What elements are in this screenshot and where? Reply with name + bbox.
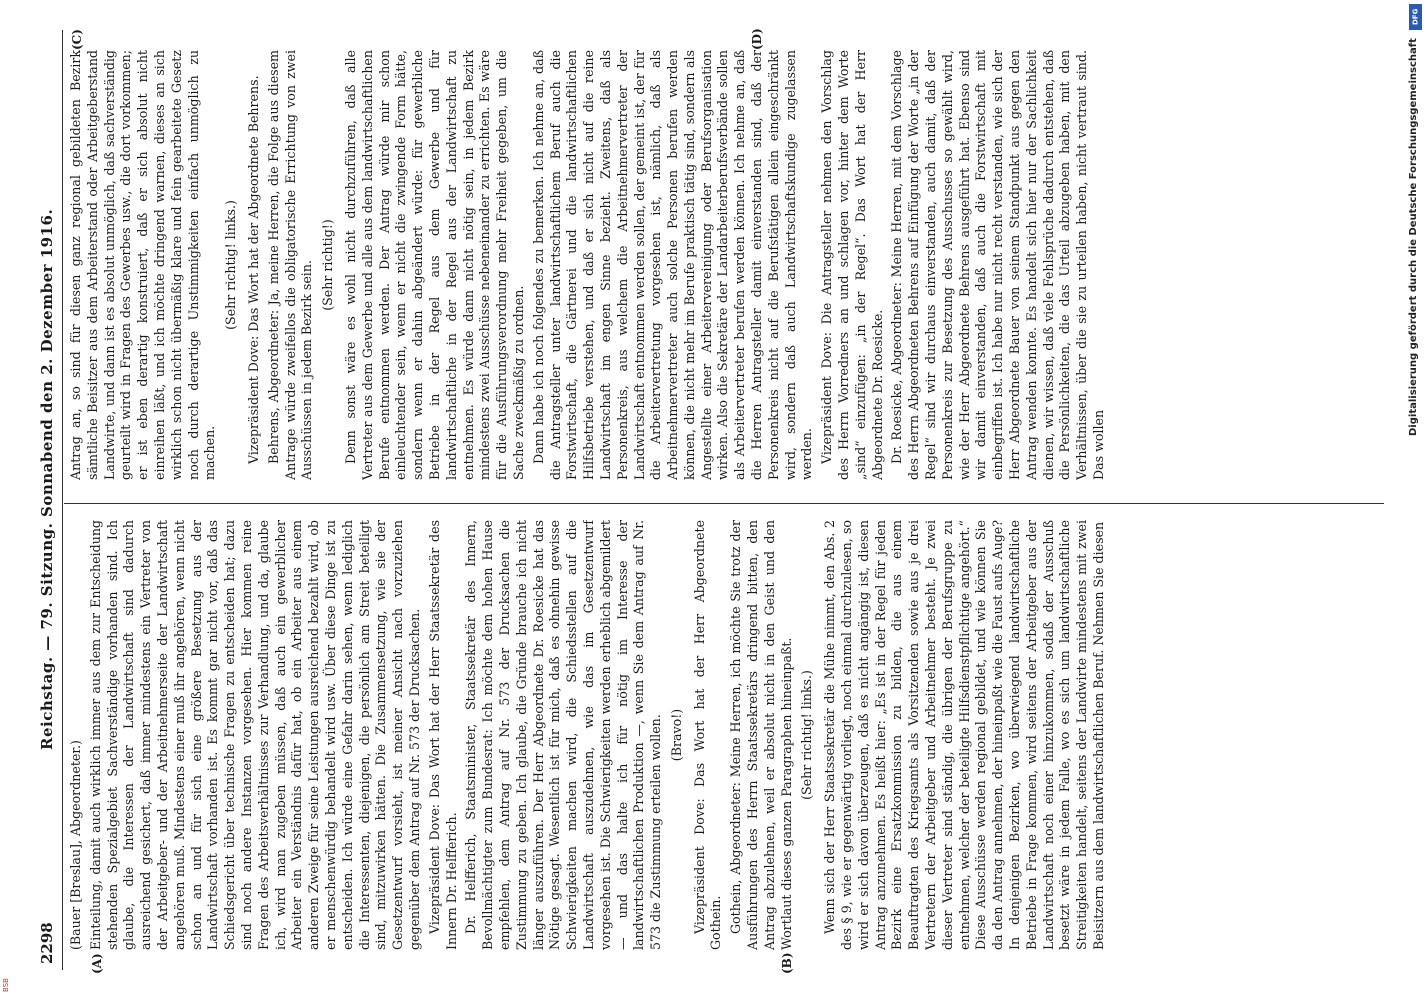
paragraph: Behrens, Abgeordneter: Ja, meine Herren, die Folge aus diesem Antrage würde zweifellos die obligatorische Errichtung von zwei Ausschüssen in jedem Bezirk sein. (265, 50, 315, 480)
paragraph: Antrag an, so sind für diesen ganz regional gebildeten Bezirk sämtliche Beisitzer aus dem Arbeiterstand oder Arbeitgeberstand Landwirte, und dann ist es absolut unmöglich, daß sachverständig geurteilt wird in Fragen des Gewerbes usw., die dort vorkommen; er ist eben derartig konstruiert, daß er sich absolut nicht einreihen läßt, und ich möchte dringend warnen, dieses an sich wirklich schon nicht übermäßig klare und fein gearbeitete Gesetz noch durch derartige Unstimmigkeiten einfach unmöglich zu machen. (68, 50, 218, 480)
left-column (68, 520, 1378, 950)
scanned-page (20, 20, 1400, 980)
margin-marker-c: (C) (70, 29, 84, 50)
header-rule (62, 30, 63, 970)
page-title: Reichstag. — 79. Sitzung. Sonnabend den 2. Dezember 1916. (38, 208, 56, 750)
library-stamp: BSB (2, 978, 10, 992)
margin-marker-b: (B) (780, 952, 794, 974)
paragraph: Einteilung, damit auch wirklich immer aus dem zur Entscheidung stehenden Spezialgebiet Sachverständige vorhanden sind. Ich glaube, die Interessen der Landwirtschaft sind dadurch ausreichend gesichert, daß immer mindestens ein Vertreter von der Arbeitgeber- und der Arbeitnehmerseite der Landwirtschaft angehören muß. Mindestens einer muß ihr angehören, wenn nicht schon an und für sich eine größere Besetzung aus der Landwirtschaft vorhanden ist. Es kommt gar nicht vor, daß das Schiedsgericht über technische Fragen zu entscheiden hat; dazu sind noch andere Instanzen vorgesehen. Hier kommen reine Fragen des Arbeitsverhältnisses zur Verhandlung, und da, glaube ich, wird man zugeben müssen, daß auch ein gewerblicher Arbeiter ein Verständnis dafür hat, ob ein Arbeiter aus einem anderen Zweige für seine Leistungen ausreichend bezahlt wird, ob er menschenwürdig behandelt wird usw. Über diese Dinge ist zu entscheiden. Ich würde eine Gefahr darin sehen, wenn lediglich die Interessenten, diejenigen, die persönlich am Streit beteiligt sind, mitzuwirken hätten. Die Zusammensetzung, wie sie der Gesetzentwurf vorsieht, ist meiner Ansicht nach vorzuziehen gegenüber dem Antrag auf Nr. 573 der Drucksachen. (87, 520, 422, 950)
paragraph: Vizepräsident Dove: Das Wort hat der Herr Abgeordnete Gothein. (691, 520, 724, 950)
interjection: (Sehr richtig!) (320, 219, 336, 311)
digitization-watermark (1408, 8, 1422, 1008)
margin-marker-a: (A) (90, 953, 104, 974)
interjection: (Bravo!) (668, 708, 684, 762)
paragraph: Vizepräsident Dove: Die Antragsteller nehmen den Vorschlag des Herrn Vorredners an und schlagen vor, hinter dem Worte „sind“ einzufügen: „in der Regel“. Das Wort hat der Herr Abgeordnete Dr. Roesicke. (819, 50, 885, 480)
interjection: (Sehr richtig! links.) (799, 670, 815, 800)
page-header (38, 20, 62, 980)
interjection: (Sehr richtig! links.) (223, 200, 239, 330)
right-column (68, 50, 1378, 480)
paragraph: Denn sonst wäre es wohl nicht durchzuführen, daß alle Vertreter aus dem Gewerbe und alle aus dem landwirtschaftlichen Berufe entnommen werden. Der Antrag würde mir schon einleuchtender sein, wenn er nicht die zwingende Form hätte, sondern wenn er dahin abgeändert würde: für gewerbliche Betriebe in der Regel aus dem Gewerbe und für landwirtschaftliche in der Regel aus der Landwirtschaft zu entnehmen. Es würde dann nicht nötig sein, in jedem Bezirk mindestens zwei Ausschüsse nebeneinander zu errichten. Es wäre für die Ausführungsverordnung mehr Freiheit gegeben, um die Sache zweckmäßig zu ordnen. (342, 50, 526, 480)
page-number: 2298 (38, 922, 56, 964)
dfg-logo-icon: DFG (1409, 4, 1422, 30)
paragraph: Gothein, Abgeordneter: Meine Herren, ich möchte Sie trotz der Ausführungen des Herrn Staatssekretärs dringend bitten, den Antrag abzulehnen, weil er absolut nicht in den Geist und den Wortlaut dieses ganzen Paragraphen hineinpaßt. (728, 520, 794, 950)
paragraph: Wenn sich der Herr Staatssekretär die Mühe nimmt, den Abs. 2 des § 9, wie er gegenwärtig vorliegt, noch einmal durchzulesen, so wird er sich davon überzeugen, daß es nicht angängig ist, diesen Antrag anzunehmen. Es heißt hier: „Es ist in der Regel für jeden Bezirk eine Ersatzkommission zu bilden, die aus einem Beauftragten des Kriegsamts als Vorsitzenden sowie aus je drei Vertretern der Arbeitgeber und Arbeitnehmer besteht. Je zwei dieser Vertreter sind ständig, die übrigen der Berufsgruppe zu entnehmen, welcher der beteiligte Hilfsdienstpflichtige angehört.“ Diese Ausschüsse werden regional gebildet, und wie können Sie da den Antrag annehmen, der hineinpaßt wie die Faust aufs Auge? In denjenigen Bezirken, wo überwiegend landwirtschaftliche Betriebe in Frage kommen, wird seitens der Arbeitgeber aus der Landwirtschaft noch einer hinzukommen, sodaß der Ausschuß besetzt wäre in jedem Falle, wo es sich um landwirtschaftliche Streitigkeiten handelt, seitens der Landwirte mindestens mit zwei Beisitzern aus dem landwirtschaftlichen Beruf. Nehmen Sie diesen (822, 520, 1107, 950)
paragraph: Vizepräsident Dove: Das Wort hat der Herr Staatssekretär des Innern Dr. Helfferich. (426, 520, 459, 950)
paragraph: Dr. Roesicke, Abgeordneter: Meine Herren, mit dem Vorschlage des Herrn Abgeordneten Behrens auf Einfügung der Worte „in der Regel“ sind wir durchaus einverstanden, auch damit, daß der Personenkreis zur Besetzung des Ausschusses so gewählt wird, wie der Herr Abgeordnete Behrens ausgeführt hat. Ebenso sind wir damit einverstanden, daß auch die Forstwirtschaft mit einbegriffen ist. Ich habe nur nicht recht verstanden, wie sich der Herr Abgeordnete Bauer von seinem Standpunkt aus gegen den Antrag wenden konnte. Es handelt sich hier nur der Sachlichkeit dienen, wir wissen, daß viele Fehlsprüche dadurch entstehen, daß die Persönlichkeiten, die das Urteil abzugeben haben, mit den Verhältnissen, über die sie zu urteilen haben, nicht vertraut sind. Das wollen (889, 50, 1107, 480)
column-divider (64, 503, 1384, 504)
paragraph: Dann habe ich noch folgendes zu bemerken. Ich nehme an, daß die Antragsteller unter landwirtschaftlichem Beruf auch die Forstwirtschaft, die Gärtnerei und die landwirtschaftlichen Hilfsbetriebe verstehen, und daß er sich nicht auf die reine Landwirtschaft im engen Sinne bezieht. Zweitens, daß als Personenkreis, aus welchem die Arbeitnehmervertreter der Landwirtschaft entnommen werden sollen, der gemeint ist, der für die Arbeitervertretung vorgesehen ist, nämlich, daß als Arbeitnehmervertreter auch solche Personen berufen werden können, die nicht mehr im Berufe praktisch tätig sind, sondern als Angestellte einer Arbeitervereinigung oder Berufsorganisation wirken. Also die Sekretäre der Landarbeiterberufsverbände sollen als Arbeitervertreter berufen werden können. Ich nehme an, daß die Herren Antragsteller damit einverstanden sind, daß der Personenkreis nicht auf die Berufstätigen allein eingeschränkt wird, sondern daß auch Landwirtschaftskundige zugelassen werden. (530, 50, 815, 480)
paragraph: Dr. Helfferich, Staatsminister, Staatssekretär des Innern, Bevollmächtigter zum Bundesrat: Ich möchte dem hohen Hause empfehlen, dem Antrag auf Nr. 573 der Drucksachen die Zustimmung zu geben. Ich glaube, die Gründe brauche ich nicht länger auszuführen. Der Herr Abgeordnete Dr. Roesicke hat das Nötige gesagt. Wesentlich ist für mich, daß es ohnehin gewisse Schwierigkeiten machen wird, die Schiedsstellen auf die Landwirtschaft auszudehnen, wie das im Gesetzentwurf vorgesehen ist. Die Schwierigkeiten werden erheblich abgemildert — und das halte ich für nötig im Interesse der landwirtschaftlichen Produktion —, wenn Sie dem Antrag auf Nr. 573 die Zustimmung erteilen wollen. (463, 520, 664, 950)
paragraph: Vizepräsident Dove: Das Wort hat der Abgeordnete Behrens. (245, 75, 261, 464)
speaker-note: (Bauer [Breslau], Abgeordneter.) (68, 740, 83, 950)
margin-marker-d: (D) (750, 28, 764, 50)
watermark-text: Digitalisierung gefördert durch die Deutsche Forschungsgemeinschaft (1408, 38, 1419, 436)
